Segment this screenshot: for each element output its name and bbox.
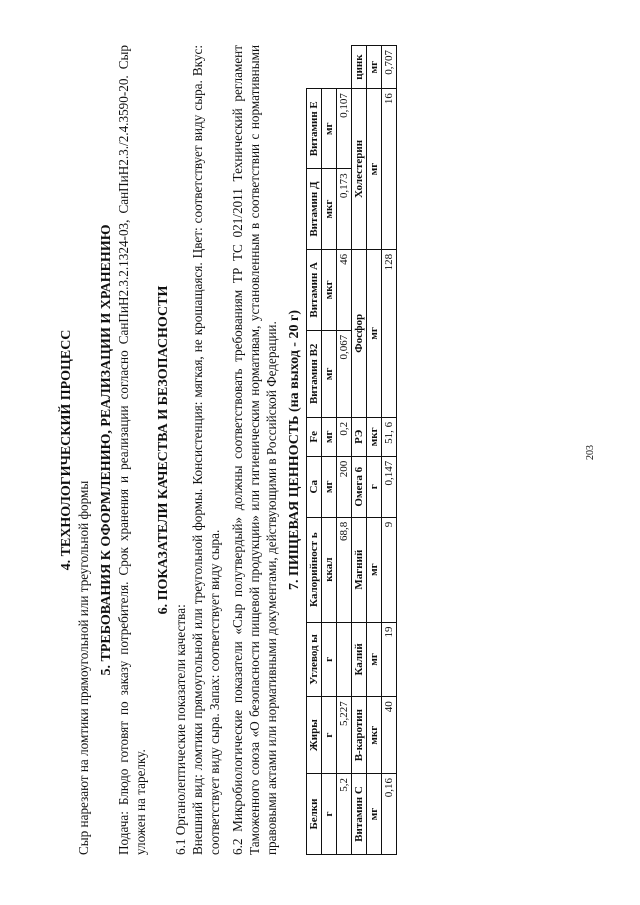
- table-cell: 5,2: [337, 774, 352, 855]
- table-cell: мкг: [322, 249, 337, 330]
- table-cell: мг: [322, 417, 337, 456]
- table-cell: Витамин В2: [307, 330, 322, 417]
- table-row-values-2: [382, 46, 397, 855]
- table-cell: 9: [382, 517, 397, 622]
- table-cell: г: [322, 622, 337, 697]
- table-cell: мг: [322, 456, 337, 517]
- page-content: [58, 45, 397, 855]
- table-cell: мг: [367, 517, 382, 622]
- table-cell: ккал: [322, 517, 337, 622]
- table-cell: 46: [337, 249, 352, 330]
- table-cell: РЭ: [352, 417, 367, 456]
- table-cell: Витамин Д: [307, 169, 322, 249]
- table-cell: мг: [367, 249, 382, 417]
- section-4-text: Сыр нарезают на ломтики прямоугольной или треугольной формы: [76, 480, 91, 855]
- table-row-headers-2: [352, 46, 367, 855]
- table-cell: Углевод ы: [307, 622, 322, 697]
- table-cell: г: [322, 697, 337, 774]
- nutrition-table: [306, 45, 397, 855]
- table-cell: 5,227: [337, 697, 352, 774]
- table-row-headers-1: [307, 46, 322, 855]
- table-row-units-2: [367, 46, 382, 855]
- section-7-title: 7. ПИЩЕВАЯ ЦЕННОСТЬ (на выход - 20 г): [287, 310, 302, 590]
- table-cell: мкг: [367, 697, 382, 774]
- table-cell: 128: [382, 249, 397, 417]
- table-cell: Витамин А: [307, 249, 322, 330]
- table-cell: 40: [382, 697, 397, 774]
- table-cell: 19: [382, 622, 397, 697]
- section-6-1-text: Внешний вид: ломтики прямоугольной или треугольной формы. Консистенция: мягкая, не крошащаяся. Цвет: соответствует виду сыра. Вкус: соответствует виду сыра. Запах: соответствует виду сыра.: [190, 45, 222, 855]
- table-cell: Фосфор: [352, 249, 367, 417]
- table-cell: В-каротин: [352, 697, 367, 774]
- section-6-1-heading: 6.1 Органолептические показатели качества:: [173, 604, 188, 855]
- table-cell: 0,173: [337, 169, 352, 249]
- table-cell: 51, 6: [382, 417, 397, 456]
- table-cell: 16: [382, 89, 397, 250]
- table-cell: Калорийност ь: [307, 517, 322, 622]
- table-cell: г: [367, 456, 382, 517]
- table-cell: 200: [337, 456, 352, 517]
- table-cell: 0,707: [382, 46, 397, 89]
- table-cell: мг: [322, 89, 337, 169]
- table-row-values-1: [337, 46, 352, 855]
- table-cell: [337, 622, 352, 697]
- section-6-2-text: 6.2 Микробиологические показатели «Сыр полутвердый» должны соответствовать требованиям ТР ТС 021/2011 Технический регламент Таможенного союза «О безопасности пищевой продукции» или гигиеническим нормативам, установленным в соответствии с нормативными правовыми актами или нормативными документами, действующими в Российской Федерации.: [230, 45, 279, 855]
- table-cell: 0,067: [337, 330, 352, 417]
- table-cell: Омега 6: [352, 456, 367, 517]
- section-4-title: 4. ТЕХНОЛОГИЧЕСКИЙ ПРОЦЕСС: [59, 329, 74, 571]
- table-cell: Белки: [307, 774, 322, 855]
- table-cell: 0,147: [382, 456, 397, 517]
- table-row-units-1: [322, 46, 337, 855]
- table-cell: Магний: [352, 517, 367, 622]
- table-cell: 0,16: [382, 774, 397, 855]
- table-cell: цинк: [352, 46, 367, 89]
- table-cell: мг: [367, 774, 382, 855]
- table-cell: Fe: [307, 417, 322, 456]
- table-cell: мг: [322, 330, 337, 417]
- table-cell: 68,8: [337, 517, 352, 622]
- table-cell: Витамин Е: [307, 89, 322, 169]
- table-cell: мг: [367, 46, 382, 89]
- table-cell: Жиры: [307, 697, 322, 774]
- table-cell: Холестерин: [352, 89, 367, 250]
- table-cell: Ca: [307, 456, 322, 517]
- table-cell: мкг: [367, 417, 382, 456]
- section-6-title: 6. ПОКАЗАТЕЛИ КАЧЕСТВА И БЕЗОПАСНОСТИ: [156, 285, 171, 615]
- table-cell: Витамин С: [352, 774, 367, 855]
- section-5-title: 5. ТРЕБОВАНИЯ К ОФОРМЛЕНИЮ, РЕАЛИЗАЦИИ И ХРАНЕНИЮ: [99, 224, 114, 676]
- section-5-text: Подача: Блюдо готовят по заказу потребителя. Срок хранения и реализации согласно СанПиН2.3.2.1324-03, СанПиН2.3./2.4.3590-20. Сыр уложен на тарелку.: [116, 45, 148, 855]
- table-cell: Калий: [352, 622, 367, 697]
- table-cell: мкг: [322, 169, 337, 249]
- table-cell: мг: [367, 89, 382, 250]
- table-cell: г: [322, 774, 337, 855]
- table-cell: 0,2: [337, 417, 352, 456]
- table-cell: 0,107: [337, 89, 352, 169]
- page-number: 203: [585, 445, 596, 460]
- table-cell: мг: [367, 622, 382, 697]
